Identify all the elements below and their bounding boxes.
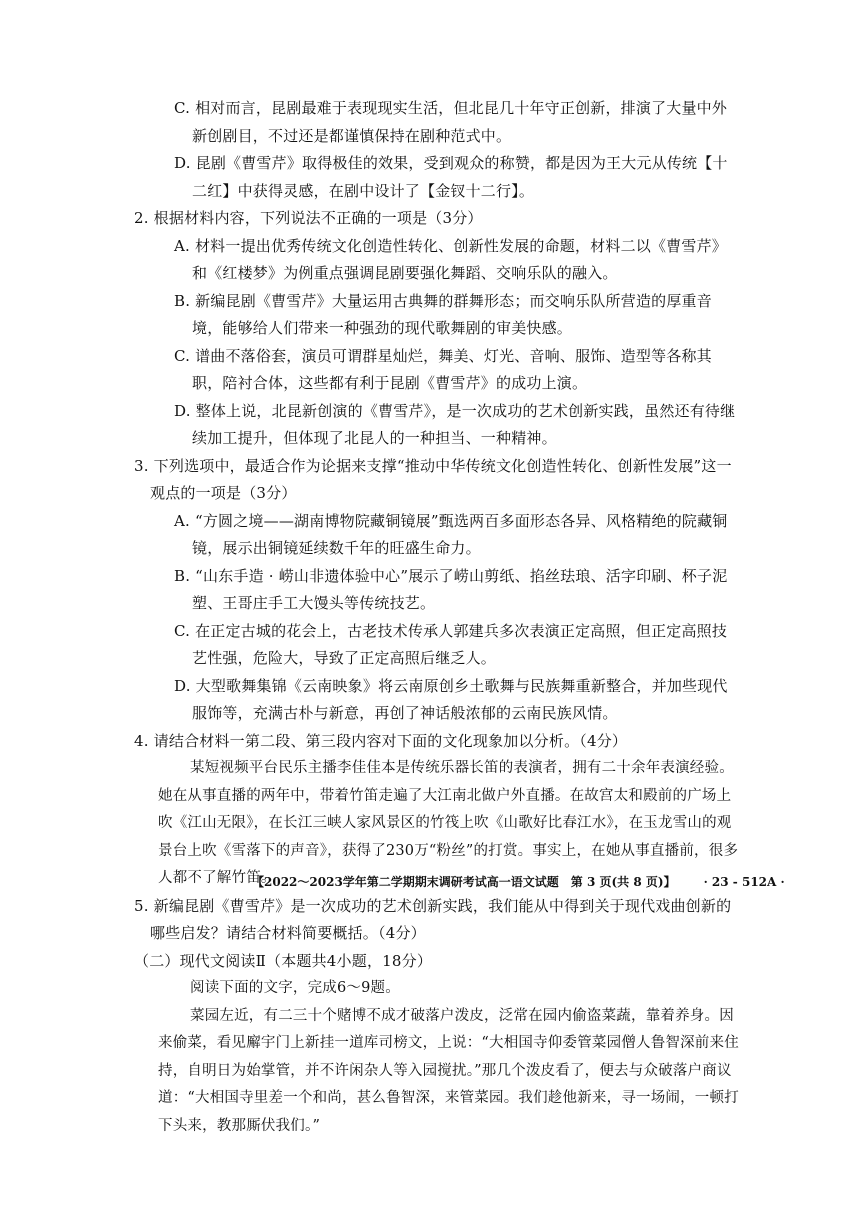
answer-option: B. “山东手造 · 崂山非遗体验中心”展示了崂山剪纸、掐丝珐琅、活字印刷、杯子泥塑、王哥庄手工大馒头等传统技艺。 [174, 566, 728, 612]
question-stem: 5. 新编昆剧《曹雪芹》是一次成功的艺术创新实践，我们能从中得到关于现代戏曲创新的哪些启发？请结合材料简要概括。（4分） [134, 896, 732, 942]
answer-option: C. 谱曲不落俗套，演员可谓群星灿烂，舞美、灯光、音响、服饰、造型等各称其职，陪衬合体，这些都有利于昆剧《曹雪芹》的成功上演。 [174, 346, 712, 392]
question-stem: 2. 根据材料内容，下列说法不正确的一项是（3分） [134, 209, 483, 227]
page-content [0, 95, 860, 1140]
answer-option: D. 昆剧《曹雪芹》取得极佳的效果，受到观众的称赞，都是因为王大元从传统【十二红】中获得灵感，在剧中设计了【金钗十二行】。 [174, 154, 728, 200]
page-footer [252, 873, 785, 890]
material-paragraph: 菜园左近，有二三十个赌博不成才破落户泼皮，泛常在园内偷盗菜蔬，靠着养身。因来偷菜，看见廨宇门上新挂一道库司榜文，上说：“大相国寺仰委管菜园僧人鲁智深前来住持，自明日为始掌管，并不许闲杂人等入园搅扰。”那几个泼皮看了，便去与众破落户商议道：“大相国寺里差一个和尚，甚么鲁智深，来管菜园。我们趁他新来，寻一场闹，一顿打下头来，教那厮伏我们。” [158, 1007, 739, 1134]
footer-title: 【2022～2023学年第二学期期末调研考试高一语文试题 第 3 页(共 8 页)】 [252, 875, 676, 889]
section-heading: （二）现代文阅读Ⅱ（本题共4小题，18分） [134, 951, 433, 970]
footer-code: · 23 - 512A · [703, 875, 785, 889]
question-stem: 3. 下列选项中，最适合作为论据来支撑“推动中华传统文化创造性转化、创新性发展”这一观点的一项是（3分） [134, 456, 732, 502]
answer-option: A. “方圆之境——湖南博物院藏铜镜展”甄选两百多面形态各异、风格精绝的院藏铜镜，展示出铜镜延续数千年的旺盛生命力。 [174, 511, 728, 557]
answer-option: D. 大型歌舞集锦《云南映象》将云南原创乡土歌舞与民族舞重新整合，并加些现代服饰等，充满古朴与新意，再创了神话般浓郁的云南民族风情。 [174, 676, 728, 722]
question-stem: 4. 请结合材料一第二段、第三段内容对下面的文化现象加以分析。（4分） [134, 731, 628, 750]
answer-option: B. 新编昆剧《曹雪芹》大量运用古典舞的群舞形态；而交响乐队所营造的厚重音境，能够给人们带来一种强劲的现代歌舞剧的审美快感。 [174, 291, 712, 337]
material-paragraph: 阅读下面的文字，完成6～9题。 [190, 980, 400, 996]
answer-option: C. 在正定古城的花会上，古老技术传承人郭建兵多次表演正定高照，但正定高照技艺性强，危险大，导致了正定高照后继乏人。 [174, 621, 728, 667]
material-paragraph: 某短视频平台民乐主播李佳佳本是传统乐器长笛的表演者，拥有二十余年表演经验。她在从事直播的两年中，带着竹笛走遍了大江南北做户外直播。在故宫太和殿前的广场上吹《江山无限》，在长江三峡人家风景区的竹筏上吹《山歌好比春江水》，在玉龙雪山的观景台上吹《雪落下的声音》，获得了230万“粉丝”的打赏。事实上，在她从事直播前，很多人都不了解竹笛。 [158, 760, 739, 886]
answer-option: D. 整体上说，北昆新创演的《曹雪芹》，是一次成功的艺术创新实践，虽然还有待继续加工提升，但体现了北昆人的一种担当、一种精神。 [174, 401, 736, 447]
answer-option: A. 材料一提出优秀传统文化创造性转化、创新性发展的命题，材料二以《曹雪芹》和《红楼梦》为例重点强调昆剧要强化舞蹈、交响乐队的融入。 [174, 236, 727, 282]
answer-option: C. 相对而言，昆剧最难于表现现实生活，但北昆几十年守正创新，排演了大量中外新创剧目，不过还是都谨慎保持在剧种范式中。 [174, 99, 728, 145]
